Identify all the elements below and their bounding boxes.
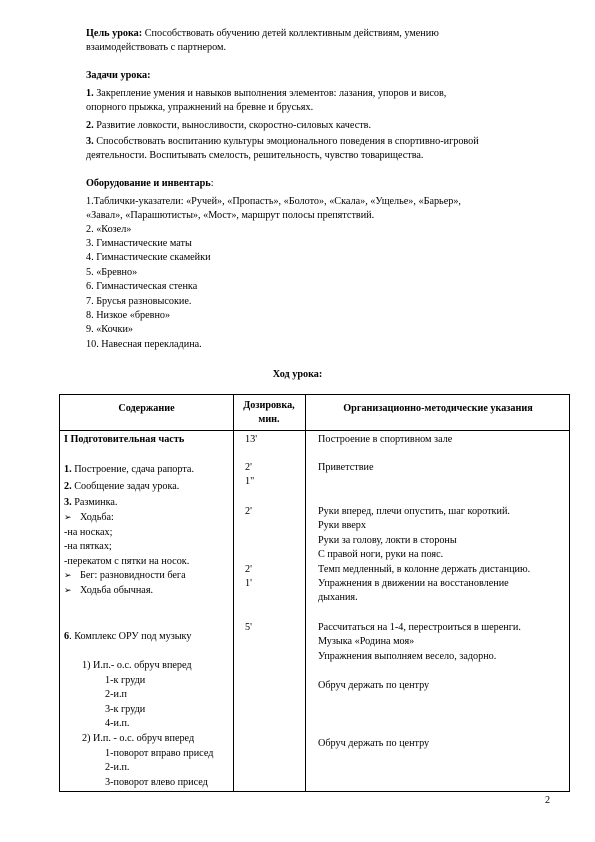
lesson-course-heading: Ход урока: [272,369,323,380]
lesson-plan-table [59,394,570,792]
equipment-item: 4. Гимнастические скамейки [86,252,211,263]
task-3-line2: деятельности. Воспитывать смелость, решительность, чувство товарищества. [86,150,424,161]
guidance-text: Темп медленный, в колонне держать дистанцию. [318,564,531,575]
normal-walk-item [64,584,153,598]
step-6 [64,630,191,644]
step-1 [64,463,194,477]
column-header-dosage [233,399,305,427]
equipment-item: 9. «Кочки» [86,324,134,335]
dosage-value: 2' [245,506,252,517]
task-2-number: 2. [86,120,94,131]
guidance-text: Руки за голову, локти в стороны [318,535,457,546]
equipment-item: 10. Навесная перекладина. [86,339,202,350]
equipment-heading [86,177,214,191]
on-toes: -на носках; [64,527,113,538]
step-3-number: 3. [64,497,72,508]
step-1-text: Построение, сдача рапорта. [71,464,194,475]
equipment-item: 7. Брусья разновысокие. [86,296,192,307]
exercise-1-step: 3-к груди [105,704,146,715]
arrow-bullet-icon: ➢ [64,571,72,581]
step-6-number: 6 [64,631,70,642]
exercise-1-step: 2-и.п [105,689,127,700]
step-2 [64,480,179,494]
exercise-2-step: 1-поворот вправо присед [105,748,214,759]
equipment-item: 5. «Бревно» [86,267,138,278]
guidance-text: Упражнения выполняем весело, задорно. [318,651,497,662]
arrow-bullet-icon: ➢ [64,586,72,596]
guidance-text: Руки вперед, плечи опустить, шаг короткий. [318,506,510,517]
step-2-number: 2. [64,481,72,492]
on-heels: -на пятках; [64,541,112,552]
dosage-value: 1" [245,476,255,487]
task-3-number: 3. [86,136,94,147]
column-header-dosage-line1: Дозировка, [243,400,295,411]
dosage-value: 2' [245,462,252,473]
task-1-number: 1. [86,88,94,99]
exercise-1: 1) И.п.- о.с. обруч вперед [82,660,192,671]
column-header-dosage-line2: мин. [258,414,280,425]
page-number: 2 [545,795,551,806]
step-6-text: . Комплекс ОРУ под музыку [69,631,192,642]
task-1-line1 [86,87,446,101]
walking-item [64,511,114,525]
column-header-guidance: Организационно-методические указания [343,403,533,414]
equipment-item: «Завал», «Парашютисты», «Мост», маршрут полосы препятствий. [86,210,375,221]
exercise-2-step: 3-поворот влево присед [105,777,208,788]
normal-walk-text: Ходьба обычная. [80,585,154,596]
column-header-content: Содержание [118,403,175,414]
guidance-text: Обруч держать по центру [318,738,430,749]
task-2 [86,119,371,133]
task-1-line2: опорного прыжка, упражнений на бревне и брусьях. [86,102,314,113]
table-column-divider [233,395,234,791]
lesson-goal-label: Цель урока: [86,28,143,39]
exercise-2-step: 2-и.п. [105,762,130,773]
heel-toe-roll: -перекатом с пятки на носок. [64,556,190,567]
exercise-1-step: 4-и.п. [105,718,130,729]
equipment-heading-colon: : [210,178,214,189]
table-column-divider [305,395,306,791]
task-3-line1 [86,135,479,149]
lesson-goal-line1 [86,27,439,41]
arrow-bullet-icon: ➢ [64,513,72,523]
exercise-2: 2) И.п. - о.с. обруч вперед [82,733,195,744]
tasks-heading: Задачи урока: [86,70,151,81]
lesson-goal-text: Способствовать обучению детей коллективным действиям, умению [142,28,439,39]
dosage-value: 1' [245,578,252,589]
task-2-text: Развитие ловкости, выносливости, скоростно-силовых качеств. [93,120,372,131]
guidance-text: Приветствие [318,462,374,473]
step-2-text: Сообщение задач урока. [71,481,180,492]
table-header-divider [60,430,569,431]
dosage-value: 2' [245,564,252,575]
equipment-item: 1.Таблички-указатели: «Ручей», «Пропасть», «Болото», «Скала», «Ущелье», «Барьер», [86,196,461,207]
equipment-heading-text: Оборудование и инвентарь [86,178,211,189]
step-3-text: Разминка. [71,497,118,508]
guidance-text: Руки вверх [318,520,366,531]
task-1-text: Закрепление умения и навыков выполнения элементов: лазания, упоров и висов, [93,88,447,99]
guidance-text: Рассчитаться на 1-4, перестроиться в шеренги. [318,622,521,633]
step-3 [64,496,117,510]
guidance-text: дыхания. [318,592,358,603]
guidance-text: Обруч держать по центру [318,680,430,691]
part-title: I Подготовительная часть [64,434,185,445]
walking-text: Ходьба: [80,512,114,523]
task-3-text: Способствовать воспитанию культуры эмоционального поведения в спортивно-игровой [93,136,479,147]
run-text: Бег: разновидности бега [80,570,186,581]
guidance-text: С правой ноги, руки на пояс. [318,549,444,560]
guidance-text: Построение в спортивном зале [318,434,453,445]
step-1-number: 1. [64,464,72,475]
guidance-text: Упражнения в движении на восстановление [318,578,509,589]
run-item [64,569,186,583]
dosage-value: 5' [245,622,252,633]
equipment-item: 6. Гимнастическая стенка [86,281,198,292]
exercise-1-step: 1-к груди [105,675,146,686]
lesson-goal-line2: взаимодействовать с партнером. [86,42,227,53]
equipment-item: 3. Гимнастические маты [86,238,192,249]
guidance-text: Музыка «Родина моя» [318,636,415,647]
equipment-item: 2. «Козел» [86,224,132,235]
equipment-item: 8. Низкое «бревно» [86,310,171,321]
dosage-value: 13' [245,434,258,445]
